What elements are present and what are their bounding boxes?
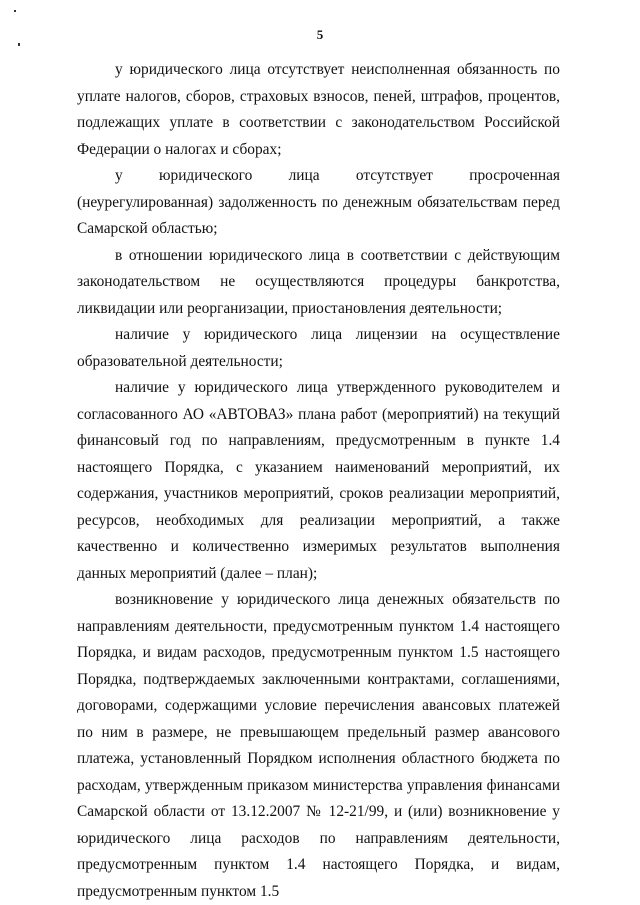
paragraph-no-overdue-debt: у юридического лица отсутствует просроченная (неурегулированная) задолженность по денежным обязательствам перед Самарской областью; — [77, 167, 560, 237]
paragraph-license: наличие у юридического лица лицензии на осуществление образовательной деятельности; — [77, 326, 560, 370]
paragraph-work-plan: наличие у юридического лица утвержденного руководителем и согласованного АО «АВТОВАЗ» плана работ (мероприятий) на текущий финансовый год по направлениям, предусмотренным в пункте 1.4 настоящего Порядка, с указанием наименований мероприятий, их содержания, участников мероприятий, сроков реализации мероприятий, ресурсов, необходимых для реализации мероприятий, а также качественно и количественно измеримых результатов выполнения данных мероприятий (далее – план); — [77, 379, 560, 582]
scan-speck — [18, 43, 20, 46]
page-number: 5 — [316, 27, 324, 42]
paragraph-no-bankruptcy: в отношении юридического лица в соответствии с действующим законодательством не осуществляются процедуры банкротства, ликвидации или реорганизации, приостановления деятельности; — [77, 246, 560, 317]
document-body — [77, 57, 560, 905]
paragraph-monetary-obligations: возникновение у юридического лица денежных обязательств по направлениям деятельности, предусмотренным пунктом 1.4 настоящего Порядка, и видам расходов, предусмотренным пунктом 1.5 настоящего Порядка, подтверждаемых заключенными контрактами, соглашениями, договорами, содержащими условие перечисления авансовых платежей по ним в размере, не превышающем предельный размер авансового платежа, установленный Порядком исполнения областного бюджета по расходам, утвержденным приказом министерства управления финансами Самарской области от 13.12.2007 № 12-21/99, и (или) возникновение у юридического лица расходов по направлениям деятельности, предусмотренным пунктом 1.4 настоящего Порядка, и видам, предусмотренным пунктом 1.5 — [77, 591, 560, 900]
paragraph-no-tax-debt: у юридического лица отсутствует неисполненная обязанность по уплате налогов, сборов, страховых взносов, пеней, штрафов, процентов, подлежащих уплате в соответствии с законодательством Российской Федерации о налогах и сборах; — [77, 61, 560, 158]
scan-speck — [14, 10, 16, 12]
